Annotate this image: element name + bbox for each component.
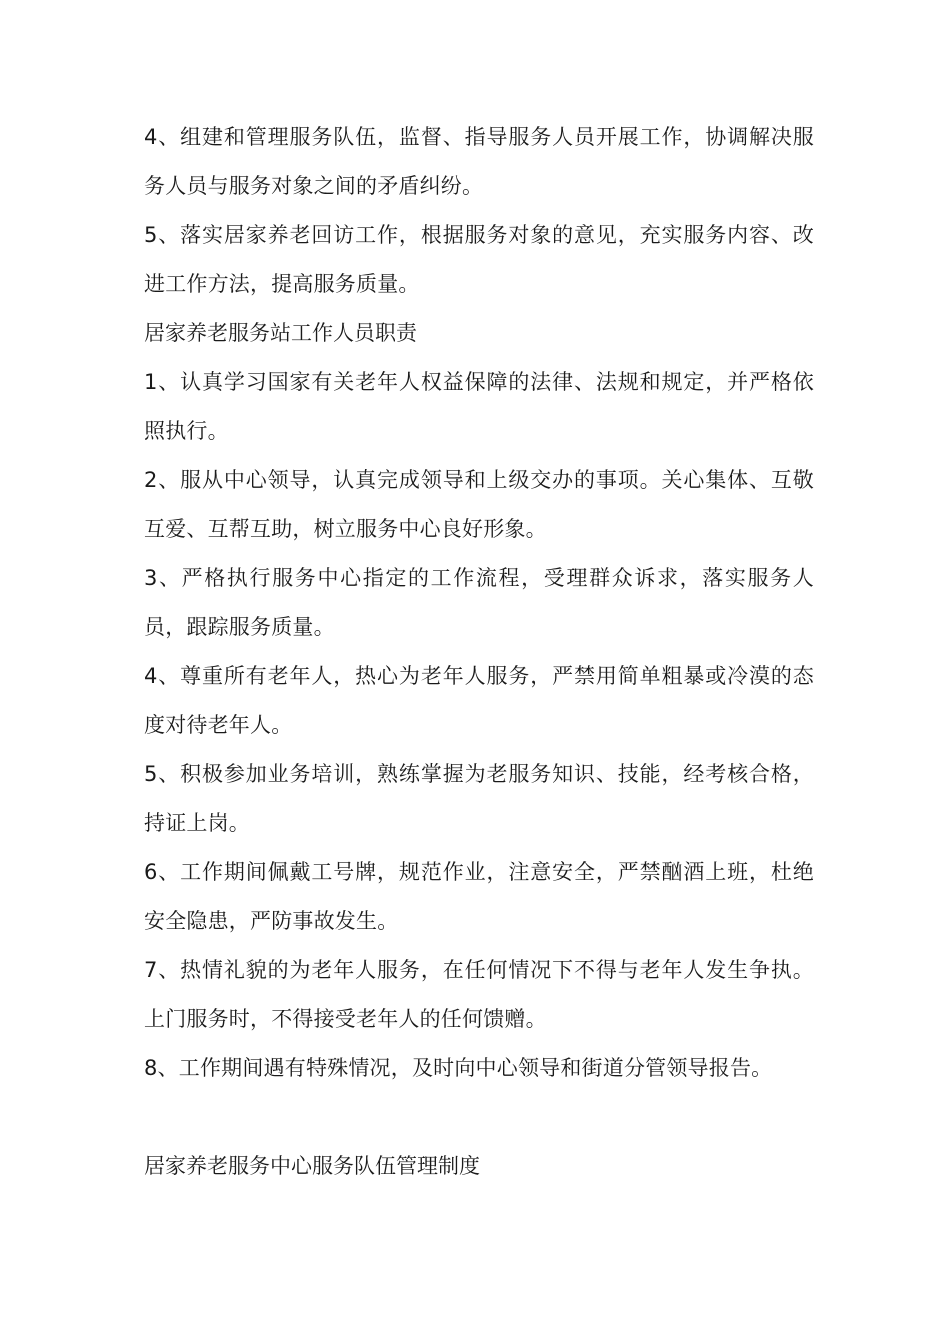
list-item: 6、工作期间佩戴工号牌，规范作业，注意安全，严禁酗酒上班，杜绝安全隐患，严防事故发生。 bbox=[144, 860, 814, 933]
section-title: 居家养老服务站工作人员职责 bbox=[144, 321, 417, 345]
list-item: 4、尊重所有老年人，热心为老年人服务，严禁用简单粗暴或冷漠的态度对待老年人。 bbox=[144, 664, 814, 737]
next-section-title: 居家养老服务中心服务队伍管理制度 bbox=[144, 1154, 480, 1178]
document-body bbox=[144, 113, 814, 1191]
list-item: 2、服从中心领导，认真完成领导和上级交办的事项。关心集体、互敬互爱、互帮互助，树立服务中心良好形象。 bbox=[144, 468, 814, 541]
list-item: 3、严格执行服务中心指定的工作流程，受理群众诉求，落实服务人员，跟踪服务质量。 bbox=[144, 566, 814, 639]
list-item: 5、落实居家养老回访工作，根据服务对象的意见，充实服务内容、改进工作方法，提高服务质量。 bbox=[144, 223, 814, 296]
spacer bbox=[144, 1093, 814, 1142]
list-item: 8、工作期间遇有特殊情况，及时向中心领导和街道分管领导报告。 bbox=[144, 1056, 773, 1080]
list-item: 4、组建和管理服务队伍，监督、指导服务人员开展工作，协调解决服务人员与服务对象之间的矛盾纠纷。 bbox=[144, 125, 814, 198]
list-item: 5、积极参加业务培训，熟练掌握为老服务知识、技能，经考核合格，持证上岗。 bbox=[144, 762, 814, 835]
list-item: 7、热情礼貌的为老年人服务，在任何情况下不得与老年人发生争执。上门服务时，不得接受老年人的任何馈赠。 bbox=[144, 958, 814, 1031]
list-item: 1、认真学习国家有关老年人权益保障的法律、法规和规定，并严格依照执行。 bbox=[144, 370, 814, 443]
